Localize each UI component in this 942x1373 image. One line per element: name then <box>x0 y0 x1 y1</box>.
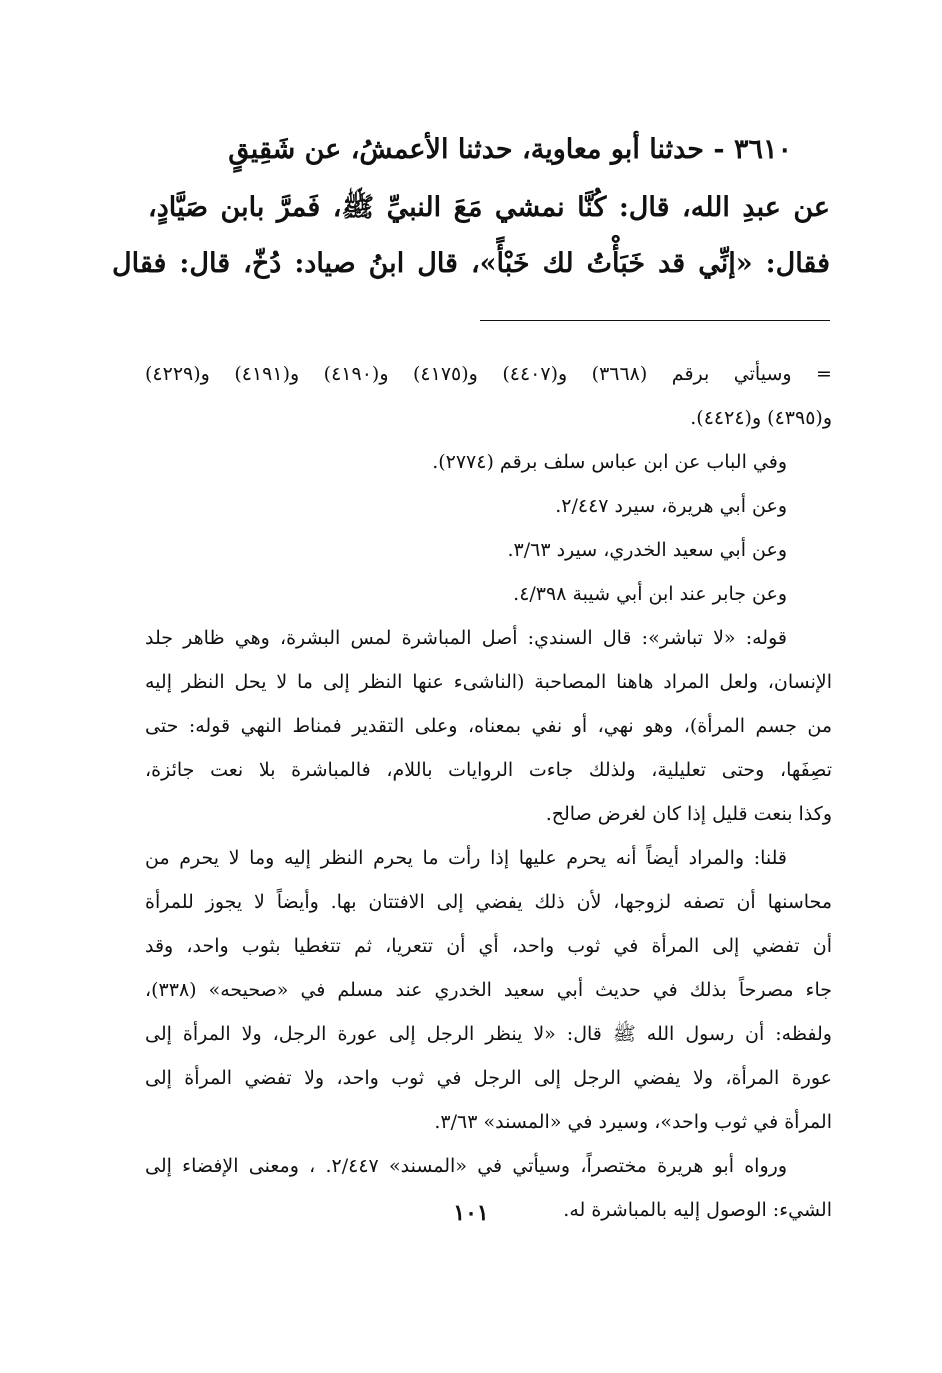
hadith-line-1: ٣٦١٠ - حدثنا أبو معاوية، حدثنا الأعمشُ، عن شَقِيقٍ <box>228 134 792 165</box>
footnote-line: عورة المرأة، ولا يفضي الرجل إلى الرجل في ثوب واحد، ولا تفضي المرأة إلى <box>145 1067 832 1089</box>
footnote-line: تصِفَها، وحتى تعليلية، ولذلك جاءت الروايات باللام، فالمباشرة بلا نعت جائزة، <box>145 759 832 781</box>
footnote-line: من جسم المرأة)، وهو نهي، أو نفي بمعناه، وعلى التقدير فمناط النهي قوله: حتى <box>145 715 832 737</box>
footnote-line: وعن جابر عند ابن أبي شيبة ٤/٣٩٨. <box>513 583 787 605</box>
footnote-line: قوله: «لا تباشر»: قال السندي: أصل المباشرة لمس البشرة، وهي ظاهر جلد <box>145 627 787 649</box>
page-number: ١٠١ <box>453 1200 489 1226</box>
footnote-line: وكذا بنعت قليل إذا كان لغرض صالح. <box>545 803 832 825</box>
footnote-line: قلنا: والمراد أيضاً أنه يحرم عليها إذا رأت ما يحرم النظر إليه وما لا يحرم من <box>145 847 787 869</box>
hadith-line-3: فقال: «إنِّي قد خَبَأْتُ لك خَبْأً»، قال ابنُ صياد: دُخّ، قال: فقال <box>112 248 830 279</box>
footnote-line: ولفظه: أن رسول الله ﷺ قال: «لا ينظر الرجل إلى عورة الرجل، ولا المرأة إلى <box>145 1023 832 1045</box>
footnote-line: الإنسان، ولعل المراد هاهنا المصاحبة (الناشىء عنها النظر إلى ما لا يحل النظر إليه <box>145 671 832 693</box>
footnote-line: و(٤٣٩٥) و(٤٤٢٤). <box>690 407 832 429</box>
footnote-line: محاسنها أن تصفه لزوجها، لأن ذلك يفضي إلى الافتتان بها. وأيضاً لا يجوز للمرأة <box>145 891 832 913</box>
footnote-line: جاء مصرحاً بذلك في حديث أبي سعيد الخدري عند مسلم في «صحيحه» (٣٣٨)، <box>145 979 832 1001</box>
footnote-line: المرأة في ثوب واحد»، وسيرد في «المسند» ٣/٦٣. <box>434 1111 832 1133</box>
footnote-line: وعن أبي سعيد الخدري، سيرد ٣/٦٣. <box>507 539 787 561</box>
footnote-line: ورواه أبو هريرة مختصراً، وسيأتي في «المسند» ٢/٤٤٧. ، ومعنى الإفضاء إلى <box>145 1155 787 1177</box>
footnote-line: أن تفضي إلى المرأة في ثوب واحد، أي أن تتعريا، ثم تتغطيا بثوب واحد، وقد <box>145 935 832 957</box>
footnotes <box>145 352 832 1232</box>
hadith-line-2: عن عبدِ الله، قال: كُنَّا نمشي مَعَ النبيِّ ﷺ، فَمرَّ بابن صَيَّادٍ، <box>148 192 830 223</box>
footnote-line: الشيء: الوصول إليه بالمباشرة له. <box>563 1199 832 1221</box>
footnote-line: وفي الباب عن ابن عباس سلف برقم (٢٧٧٤). <box>432 451 787 473</box>
footnote-separator <box>480 320 830 321</box>
footnote-line: = وسيأتي برقم (٣٦٦٨) و(٤٤٠٧) و(٤١٧٥) و(٤١٩٠) و(٤١٩١) و(٤٢٢٩) <box>145 363 832 385</box>
footnote-line: وعن أبي هريرة، سيرد ٢/٤٤٧. <box>555 495 787 517</box>
